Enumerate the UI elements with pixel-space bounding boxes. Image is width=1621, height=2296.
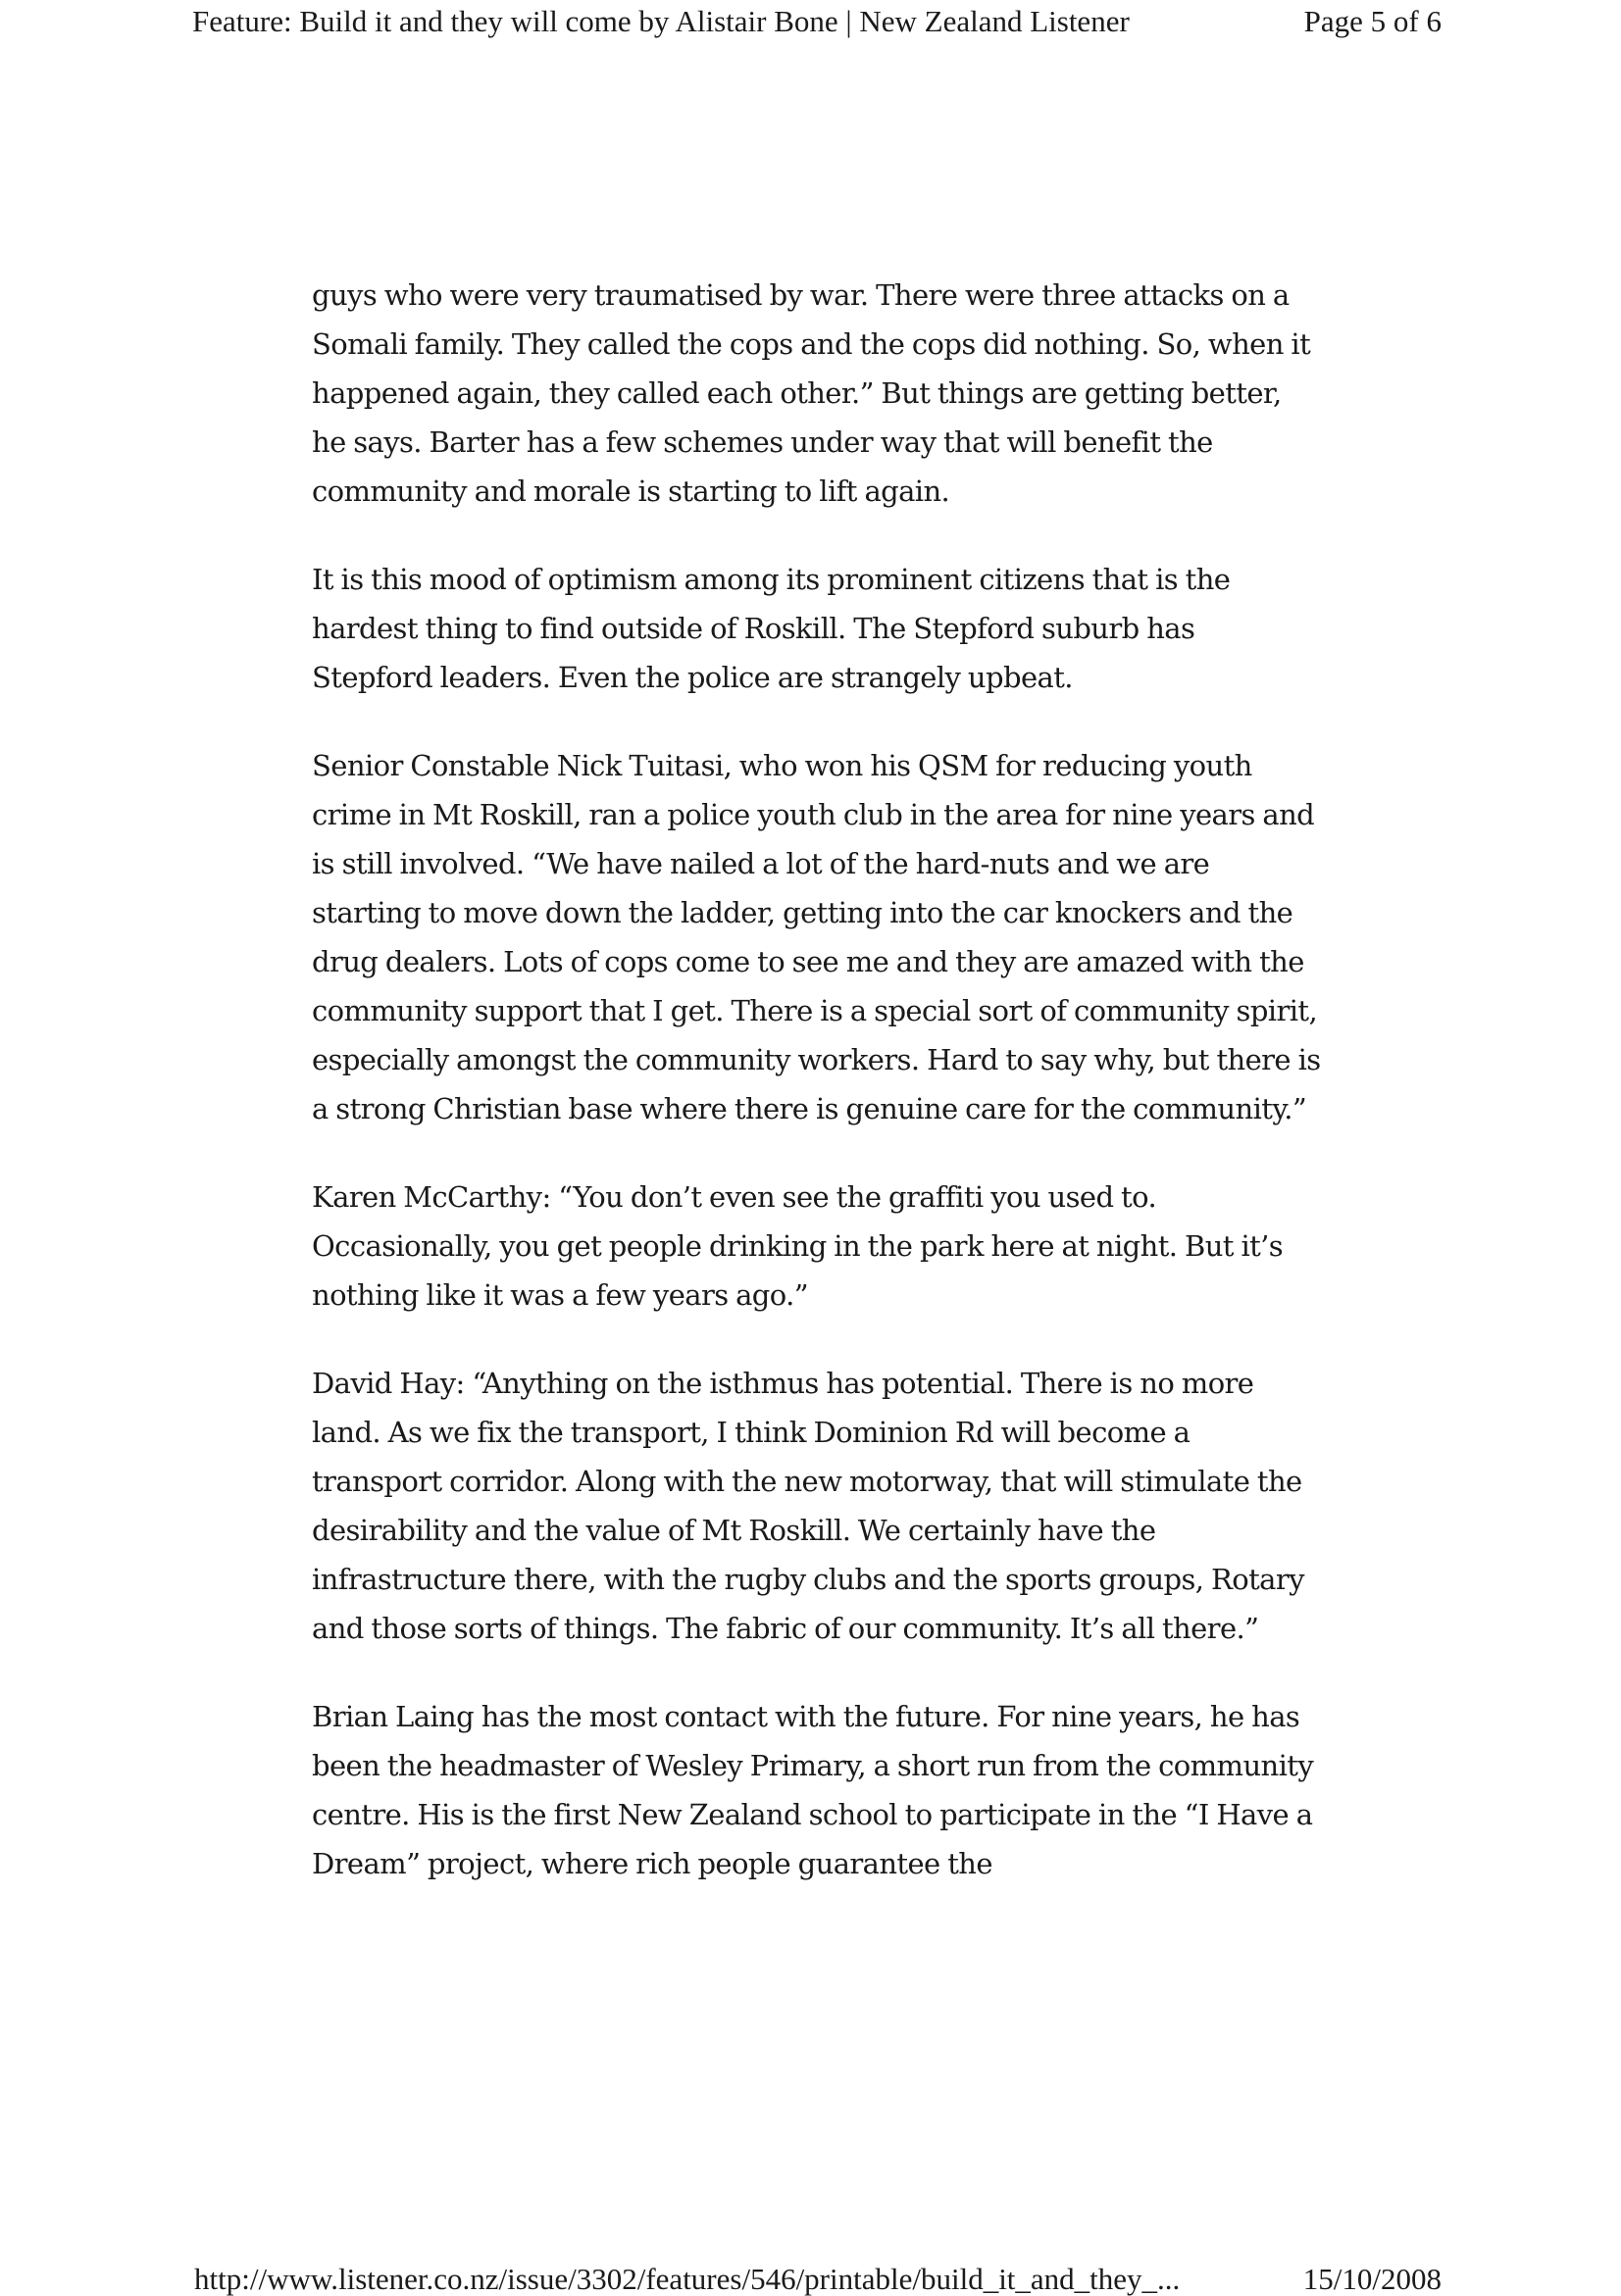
page-footer bbox=[194, 2262, 1442, 2296]
paragraph: Brian Laing has the most contact with the future. For nine years, he has been the headmaster of Wesley Primary, a short run from the community centre. His is the first New Zealand school to participate in the “I Have a Dream” project, where rich people guarantee the bbox=[312, 1700, 1314, 1880]
paragraph: Karen McCarthy: “You don’t even see the graffiti you used to. Occasionally, you get people drinking in the park here at night. But it’s nothing like it was a few years ago.” bbox=[312, 1180, 1284, 1312]
paragraph: Senior Constable Nick Tuitasi, who won his QSM for reducing youth crime in Mt Roskill, ran a police youth club in the area for nine years and is still involved. “We have nailed a lot of the hard-nuts and we are starting to move down the ladder, getting into the car knockers and the drug dealers. Lots of cops come to see me and they are amazed with the community support that I get. There is a special sort of community spirit, especially amongst the community workers. Hard to say why, but there is a strong Christian base where there is genuine care for the community.” bbox=[312, 749, 1321, 1125]
paragraph: David Hay: “Anything on the isthmus has potential. There is no more land. As we fix the transport, I think Dominion Rd will become a transport corridor. Along with the new motorway, that will stimulate the desirability and the value of Mt Roskill. We certainly have the infrastructure there, with the rugby clubs and the sports groups, Rotary and those sorts of things. The fabric of our community. It’s all there.” bbox=[312, 1367, 1304, 1645]
article-body bbox=[312, 271, 1322, 1927]
source-url: http://www.listener.co.nz/issue/3302/features/546/printable/build_it_and_they_... bbox=[194, 2262, 1181, 2296]
page-number: Page 5 of 6 bbox=[1303, 4, 1442, 38]
document-title: Feature: Build it and they will come by Alistair Bone | New Zealand Listener bbox=[192, 4, 1130, 38]
paragraph: guys who were very traumatised by war. There were three attacks on a Somali family. They called the cops and the cops did nothing. So, when it happened again, they called each other.” But things are getting better, he says. Barter has a few schemes under way that will benefit the community and morale is starting to lift again. bbox=[312, 278, 1311, 508]
print-date: 15/10/2008 bbox=[1302, 2262, 1442, 2296]
page-header bbox=[192, 0, 1442, 43]
paragraph: It is this mood of optimism among its prominent citizens that is the hardest thing to find outside of Roskill. The Stepford suburb has Stepford leaders. Even the police are strangely upbeat. bbox=[312, 563, 1231, 694]
